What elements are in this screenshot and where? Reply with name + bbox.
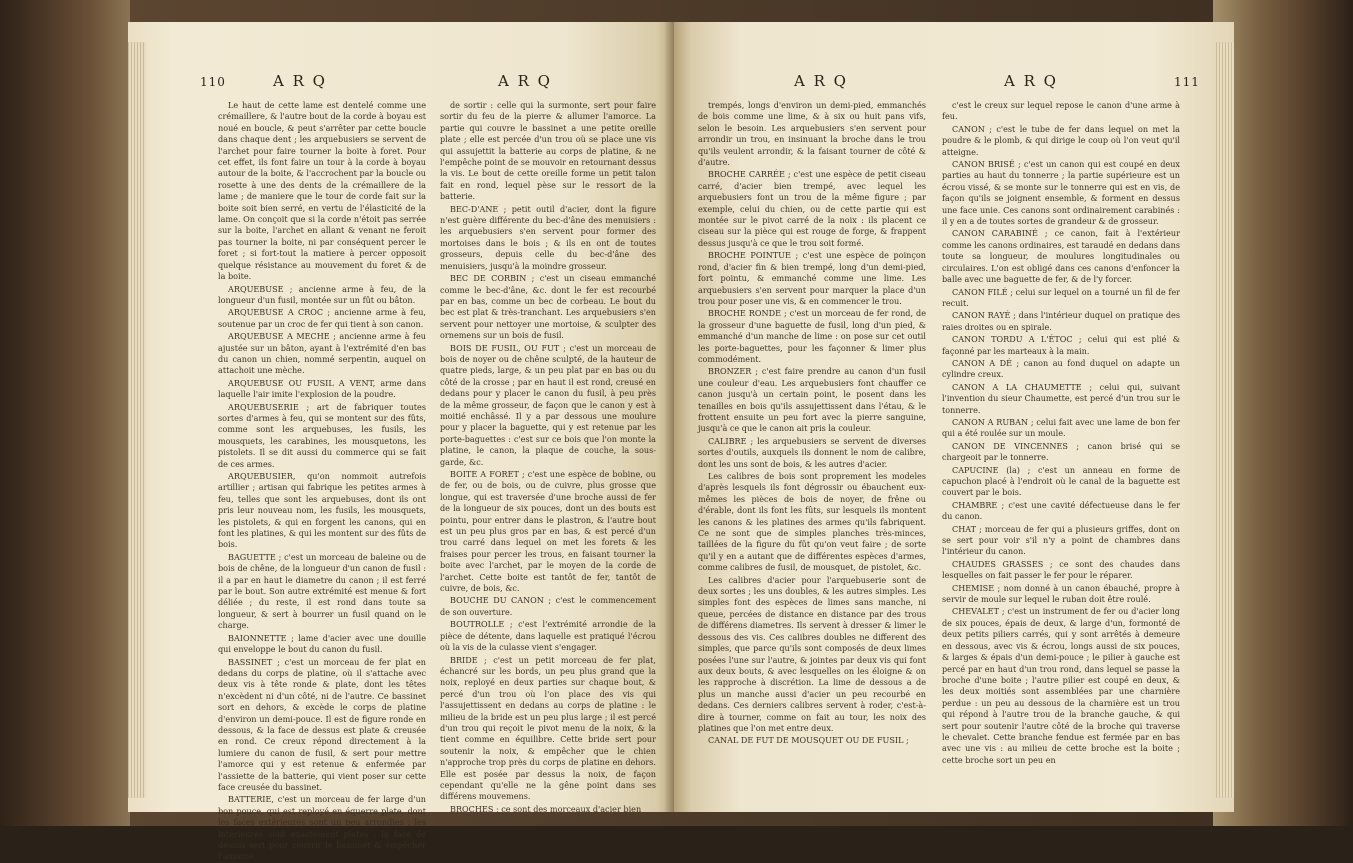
right-header-left: A R Q bbox=[794, 72, 848, 90]
left-page bbox=[128, 22, 674, 862]
paragraph: ARQUEBUSE A CROC ; ancienne arme à feu, soutenue par un croc de fer qui tient à son canon. bbox=[218, 307, 426, 329]
left-column-2 bbox=[440, 100, 656, 814]
paragraph: CANON TORDU A L'ÉTOC ; celui qui est plié & façonné par les marteaux à la main. bbox=[942, 334, 1180, 356]
paragraph: BROCHE CARRÉE ; c'est une espèce de petit ciseau carré, d'acier bien trempé, avec lequel les arquebusiers font un trou de la même figure ; par exemple, celui du chien, ou de cette partie qui est montée sur le pivot carré de la noix : ils placent ce ciseau sur la pièce qui est rouge de forge, & frappent dessus jusqu'à ce que le trou soit formé. bbox=[698, 169, 926, 248]
paragraph: BROCHE POINTUE ; c'est une espèce de poinçon rond, d'acier fin & bien trempé, long d'un demi-pied, fort pointu, & emmanché comme une lime. Les arquebusiers s'en servent pour marquer la place d'un trou pour poser une vis, & en commencer le trou. bbox=[698, 250, 926, 306]
paragraph: CANAL DE FUT DE MOUSQUET OU DE FUSIL ; bbox=[708, 735, 909, 746]
paragraph: BAGUETTE ; c'est un morceau de baleine ou de bois de chêne, de la longueur d'un canon de fusil : il a par en haut le diametre du canon ; il est ferré par le bout. Son autre extrémité est menue & fort déliée ; du reste, il est rond dans toute sa longueur, & sert à bourrer un fusil quand on le charge. bbox=[218, 551, 426, 631]
paragraph: CALIBRE ; les arquebusiers se servent de diverses sortes d'outils, auxquels ils donnent le nom de calibre, dont les uns sont de bois, & les autres d'acier. bbox=[698, 435, 926, 469]
paragraph: ARQUEBUSE OU FUSIL A VENT, arme dans laquelle l'air imite l'explosion de la poudre. bbox=[218, 377, 426, 400]
paragraph: CANON RAYÉ ; dans l'intérieur duquel on pratique des raies droites ou en spirale. bbox=[942, 310, 1180, 332]
paragraph: BASSINET ; c'est un morceau de fer plat en dedans du corps de platine, où il s'attache avec deux vis à tête ronde & plate, dont les têtes n'excèdent ni d'un côté, ni de l'autre. Ce bassinet sort en dehors, & excède le corps de platine d'environ un demi-pouce. Il est de figure ronde en dessous, & la face de dessus est plate & creusée en rond. Ce creux répond directement à la lumiere du canon de fusil, & sert pour mettre l'amorce qui y est retenue & enfermée par l'assiette de la batterie, qui vient poser sur cette face creusée du bassinet. bbox=[218, 656, 426, 792]
paragraph: trempés, longs d'environ un demi-pied, emmanchés de bois comme une lime, & à six ou huit pans vifs, selon le besoin. Les arquebusiers s'en servent pour arrondir un trou, en insinuant la broche dans le trou qu'ils veulent arrondir, & la faisant tourner de côté & d'autre. bbox=[698, 100, 926, 168]
right-column-1 bbox=[698, 100, 926, 800]
right-header-right: A R Q bbox=[1004, 72, 1058, 90]
paragraph: BRIDE ; c'est un petit morceau de fer plat, échancré sur les bords, un peu plus grand que la noix, reployé en deux parties sur chaque bout, & percé d'un trou où l'on place des vis qui l'assujettissent en dedans au corps de platine : le milieu de la bride est un peu plus large ; il est percé d'un trou qui reçoit le pivot menu de la noix, & la tient comme en équilibre. Cette bride sert pour soutenir la noix, & empêcher que le chien n'approche trop près du corps de platine en dehors. Elle est posée par dessus la noix, de façon cependant qu'elle ne la gêne point dans ses différens mouvemens. bbox=[440, 654, 656, 802]
left-header-right: A R Q bbox=[498, 72, 552, 90]
paragraph: CANON FILÉ ; celui sur lequel on a tourné un fil de fer recuit. bbox=[942, 286, 1180, 308]
paragraph: de sortir : celle qui la surmonte, sert pour faire sortir du feu de la pierre & allumer l'amorce. La partie qui couvre le bassinet a une petite oreille plate ; elle est percée d'un trou où se place une vis qui assujettit la batterie au corps de platine, & ne l'empêche point de se mouvoir en retournant dessus la vis. Le bout de cette oreille forme un petit talon fait en rond, lequel pèse sur le ressort de la batterie. bbox=[440, 100, 656, 202]
paragraph: BOITE A FORET ; c'est une espèce de bobine, ou de fer, ou de bois, ou de cuivre, plus grosse que longue, qui est traversée d'une broche aussi de fer de la longueur de six pouces, dont un des bouts est pointu, pour entrer dans le plastron, & l'autre bout est un peu plus gros par en bas, & est percé d'un trou carré dans lequel on met les forets & les fraises pour percer les trous, en faisant tourner la boite avec l'archet, par le moyen de la corde de l'archet. Cette boite est tantôt de fer, tantôt de cuivre, de bois, &c. bbox=[440, 469, 656, 594]
paragraph: Les calibres d'acier pour l'arquebuserie sont de deux sortes ; les uns doubles, & les autres simples. Les simples font des espèces de limes sans manche, ni queue, percées de distance en distance par des trous de différens diametres. Ils servent à dresser & limer le dessous des vis. Ces calibres doubles ne different des simples, que parce qu'ils sont composés de deux limes posées l'une sur l'autre, & jointes par deux vis qui font aux deux bouts, & avec lesquelles on les éloigne & on les rapproche à discrétion. La lime de dessous a de plus un manche aussi d'acier un peu recourbé en dedans. Ces derniers calibres servent à roder, c'est-à-dire à tourner, comme on fait au tour, les noix des platines que l'on met entre deux. bbox=[698, 574, 926, 733]
paragraph: BATTERIE, c'est un morceau de fer large d'un bon pouce, qui est reployé en équerre plate, dont les faces extérieures sont un peu arrondies ; les intérieures sont exactement plates : la face de dessus sert pour couvrir le bassinet & empêcher l'amorce bbox=[218, 794, 426, 862]
paragraph: ARQUEBUSERIE ; art de fabriquer toutes sortes d'armes à feu, qui se montent sur des fûts, comme sont les arquebuses, les fusils, les mousquets, les carabines, les mousquetons, les pistolets. Il se dit aussi du commerce qui se fait de ces armes. bbox=[218, 401, 426, 469]
paragraph: Les calibres de bois sont proprement les modeles d'après lesquels ils font dégrossir ou ébauchent eux-mêmes les pièces de bois de noyer, de frêne ou d'érable, dont ils font les fûts, sur lesquels ils montent les canons & les platines des armes qu'ils fabriquent. Ce ne sont que de simples planches très-minces, taillées de la figure du fût qu'on veut faire ; de sorte qu'il y en a autant que de différentes espèces d'armes, comme calibres de fusil, de mousquet, de pistolet, &c. bbox=[698, 471, 926, 573]
paragraph: CANON A DÉ ; canon au fond duquel on adapte un cylindre creux. bbox=[942, 357, 1180, 380]
left-page-number: 110 bbox=[200, 75, 226, 89]
paragraph: CANON A LA CHAUMETTE ; celui qui, suivant l'invention du sieur Chaumette, est percé d'un trou sur le tonnerre. bbox=[942, 381, 1180, 415]
paragraph: BRONZER ; c'est faire prendre au canon d'un fusil une couleur d'eau. Les arquebusiers font chauffer ce canon jusqu'à un certain point, le posent dans les tenailles en bois qu'ils assujettissent dans l'étau, & le frottent ensuite un peu fort avec la pierre sanguine, jusqu'à ce que le canon ait pris la couleur. bbox=[698, 366, 926, 434]
left-page-stack-edge bbox=[128, 42, 146, 798]
right-page bbox=[674, 22, 1234, 812]
paragraph: BOIS DE FUSIL, OU FUT ; c'est un morceau de bois de noyer ou de chêne sculpté, de la hauteur de quatre pieds, large, & un peu plat par en bas ou du côté de la crosse ; par en haut il est rond, creusé en dedans pour y placer le canon du fusil, à peu près de la même grosseur, de façon que le canon y est à moitié enchâssé. Il y a par dessous une moulure pour y placer la baguette, qui y est retenue par les porte-baguettes : c'est sur ce bois que l'on monte la platine, le canon, la plaque de couche, la sous-garde, &c. bbox=[440, 342, 656, 467]
book-left-edge bbox=[0, 0, 130, 826]
left-header-left: A R Q bbox=[273, 72, 327, 90]
paragraph: BOUCHE DU CANON ; c'est le commencement de son ouverture. bbox=[440, 595, 656, 617]
paragraph: c'est le creux sur lequel repose le canon d'une arme à feu. bbox=[942, 100, 1180, 122]
paragraph: ARQUEBUSE ; ancienne arme à feu, de la longueur d'un fusil, montée sur un fût ou bâton. bbox=[218, 283, 426, 305]
paragraph: ARQUEBUSE A MECHE ; ancienne arme à feu ajustée sur un bâton, ayant à l'extrémité d'en bas du canon un chien, nommé serpentin, auquel on attachoit une mèche. bbox=[218, 331, 426, 376]
paragraph: BEC-D'ANE ; petit outil d'acier, dont la figure n'est guère différente du bec-d'âne des menuisiers : les arquebusiers s'en servent pour former des mortoises dans le bois ; & ils en ont de toutes grosseurs, depuis celle du bec-d'âne des menuisiers, jusqu'à la moindre grosseur. bbox=[440, 203, 656, 271]
paragraph: CHEVALET ; c'est un instrument de fer ou d'acier long de six pouces, épais de deux, & large d'un, formonté de deux petits piliers carrés, qui y sont arrêtés à demeure en dessous, avec vis & écrou, longs aussi de six pouces, & larges & épais d'un demi-pouce ; le pilier à gauche est percé par en haut d'un trou rond, dans lequel se passe la broche d'une boite ; l'autre pilier est coupé en deux, & les deux moitiés sont assemblées par une charnière perdue : un peu au dessous de la charnière est un trou qui répond à l'autre trou de la branche gauche, & qui sert pour soutenir l'autre côté de la broche qui traverse le chevalet. Cette branche fendue est fermée par en bas avec une vis : au milieu de cette broche est la boite ; cette broche sort un peu en bbox=[942, 606, 1180, 765]
paragraph: CAPUCINE (la) ; c'est un anneau en forme de capuchon placé à l'endroit où le canal de la baguette est couvert par le bois. bbox=[942, 464, 1180, 498]
paragraph: CANON CARABINÉ ; ce canon, fait à l'extérieur comme les canons ordinaires, est taraudé en dedans dans toute sa longueur, de moulures longitudinales ou circulaires. L'on est obligé dans ces canons d'enfoncer la balle avec une baguette de fer, & de l'y forcer. bbox=[942, 228, 1180, 285]
paragraph: CANON BRISÉ ; c'est un canon qui est coupé en deux parties au haut du tonnerre ; la partie supérieure est un écrou vissé, & se monte sur le tonnerre qui est en vis, de façon qu'ils se joignent ensemble, & forment en dessus une face unie. Ces canons sont ordinairement carabinés : il y en a de toutes sortes de grandeur & de grosseur. bbox=[942, 159, 1180, 227]
paragraph: BAIONNETTE ; lame d'acier avec une douille qui enveloppe le bout du canon du fusil. bbox=[218, 632, 426, 655]
paragraph: CANON ; c'est le tube de fer dans lequel on met la poudre & le plomb, & qui dirige le coup où l'on veut qu'il atteigne. bbox=[942, 123, 1180, 157]
right-page-number: 111 bbox=[1174, 75, 1200, 89]
paragraph: CHAMBRE ; c'est une cavité défectueuse dans le fer du canon. bbox=[942, 499, 1180, 522]
paragraph: Le haut de cette lame est dentelé comme une crémaillere, & l'autre bout de la corde à boyau est noué en boucle, & peut s'arrêter par cette boucle dans chaque dent ; les arquebusiers se servent de l'archet pour faire tourner la boite à foret. Pour cet effet, ils font faire un tour à la corde à boyau autour de la boite, & l'accrochent par la boucle ou rosette à une des dents de la crémaillere de la lame ; de maniere que le tour de corde fait sur la boite soit bien serré, en vertu de l'élasticité de la lame. On conçoit que si la corde n'étoit pas serrée sur la boite, l'archet en allant & venant ne feroit pas tourner la boite, ni par conséquent percer le foret ; si fort-tout la matiere à percer opposoit quelque résistance au mouvement du foret & de la boite. bbox=[218, 100, 426, 282]
paragraph: CANON DE VINCENNES ; canon brisé qui se chargeoit par le tonnerre. bbox=[942, 440, 1180, 463]
paragraph: BROCHE RONDE ; c'est un morceau de fer rond, de la grosseur d'une baguette de fusil, long d'un pied, & emmanché d'un manche de lime : on pose sur cet outil les porte-baguettes, pour les façonner & limer plus commodément. bbox=[698, 308, 926, 364]
paragraph: ARQUEBUSIER, qu'on nommoit autrefois artillier ; artisan qui fabrique les petites armes à feu, telles que sont les arquebuses, dont ils ont pris leur nouveau nom, les fusils, les mousquets, les pistolets, & qui en forgent les canons, qui en font les platines, & qui les montent sur des fûts de bois. bbox=[218, 471, 426, 550]
paragraph: CHEMISE ; nom donné à un canon ébauché, propre à servir de moule sur lequel le ruban doit être roulé. bbox=[942, 582, 1180, 605]
paragraph: CANON A RUBAN ; celui fait avec une lame de bon fer qui a été roulée sur un moule. bbox=[942, 416, 1180, 439]
paragraph: CHAUDES GRASSES ; ce sont des chaudes dans lesquelles on fait passer le fer pour le réparer. bbox=[942, 558, 1180, 581]
paragraph: CHAT ; morceau de fer qui a plusieurs griffes, dont on se sert pour voir s'il n'y a point de chambres dans l'intérieur du canon. bbox=[942, 523, 1180, 557]
paragraph: BOUTROLLE ; c'est l'extrémité arrondie de la pièce de détente, dans laquelle est pratiqué l'écrou où la vis de la culasse vient s'engager. bbox=[440, 619, 656, 653]
right-page-stack-edge bbox=[1216, 42, 1234, 798]
paragraph: BROCHES ; ce sont des morceaux d'acier bien bbox=[450, 803, 642, 814]
paragraph: BEC DE CORBIN ; c'est un ciseau emmanché comme le bec-d'âne, &c. dont le fer est recourbé par en bas, comme un bec de corbeau. Le bout du bec est plat & très-tranchant. Les arquebusiers s'en servent pour nettoyer une mortoise, & sculpter des ornemens sur un bois de fusil. bbox=[440, 273, 656, 341]
book-right-edge bbox=[1213, 0, 1353, 826]
left-column-1 bbox=[218, 100, 426, 862]
right-column-2 bbox=[942, 100, 1180, 800]
